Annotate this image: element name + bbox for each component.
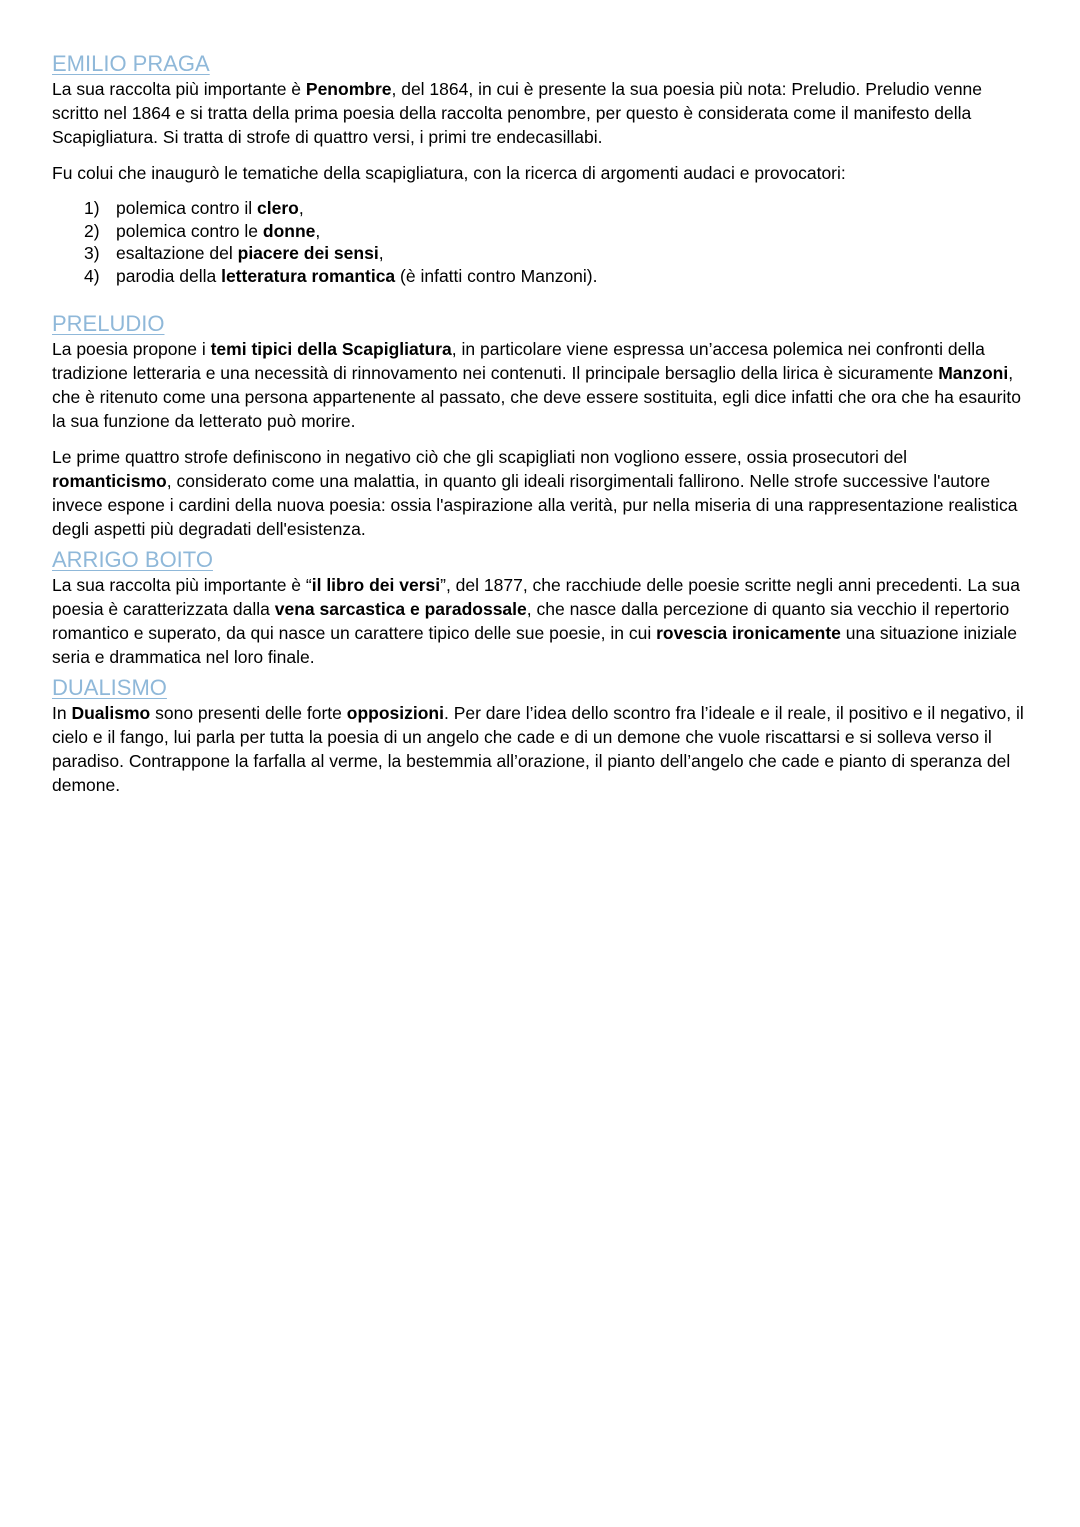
text-run: (è infatti contro Manzoni). <box>395 265 598 286</box>
bold-text: Penombre <box>305 79 392 99</box>
bold-text: temi tipici della Scapigliatura <box>210 339 452 359</box>
text-run: La poesia propone i <box>52 339 211 359</box>
bold-text: Manzoni <box>938 363 1009 383</box>
section-heading-preludio: PRELUDIO <box>52 311 165 336</box>
bold-text: romanticismo <box>52 471 167 491</box>
list-number: 2) <box>84 220 100 241</box>
text-run: parodia della <box>116 265 222 286</box>
list-item <box>84 242 1028 265</box>
themes-list <box>52 197 1028 287</box>
list-item <box>84 265 1028 288</box>
text-run: , che nasce dalla percezione di quanto sia vecchio il repertorio romantico e superato, da qui nasce un carattere tipico delle sue poesie, in cui <box>52 599 1010 643</box>
text-run: una situazione iniziale seria e drammatica nel loro finale. <box>52 623 1018 667</box>
list-number: 3) <box>84 243 100 263</box>
text-run: polemica contro il <box>116 198 258 218</box>
paragraph <box>52 77 1027 149</box>
bold-text: Dualismo <box>71 703 151 723</box>
text-run: esaltazione del <box>116 243 238 263</box>
paragraph <box>52 701 1027 797</box>
text-run: La sua raccolta più importante è “ <box>52 575 312 595</box>
text-run: , <box>298 198 304 218</box>
bold-text: clero <box>257 198 299 218</box>
text-run: , considerato come una malattia, in quanto gli ideali risorgimentali fallirono. Nelle strofe successive l'autore invece espone i cardini della nuova poesia: ossia l'aspirazione alla verità, pur nella miseria di una rappresentazione realistica degli aspetti più degradati dell'esistenza. <box>52 471 1018 539</box>
paragraph <box>52 445 1027 541</box>
section-heading-dualismo: DUALISMO <box>52 675 167 700</box>
text-run: Le prime quattro strofe definiscono in negativo ciò che gli scapigliati non vogliono essere, ossia prosecutori del <box>52 447 908 467</box>
bold-text: opposizioni <box>346 703 444 723</box>
bold-text: vena sarcastica e paradossale <box>274 599 527 619</box>
list-number: 1) <box>84 198 100 218</box>
bold-text: letteratura romantica <box>221 265 396 286</box>
bold-text: piacere dei sensi <box>237 243 379 263</box>
text-run: sono presenti delle forte <box>150 703 347 723</box>
text-run: La sua raccolta più importante è <box>52 79 306 99</box>
text-run: . Per dare l’idea dello scontro fra l’ideale e il reale, il positivo e il negativo, il cielo e il fango, lui parla per tutta la poesia di un angelo che cade e di un demone che vuole riscattarsi e si solleva verso il paradiso. Contrappone la farfalla al verme, la bestemmia all’orazione, il pianto dell’angelo che cade e pianto di speranza del demone. <box>52 703 1024 795</box>
text-run: , in particolare viene espressa un’accesa polemica nei confronti della tradizione letteraria e una necessità di rinnovamento nei contenuti. Il principale bersaglio della lirica è sicuramente <box>52 339 985 383</box>
paragraph <box>52 161 1027 185</box>
bold-text: il libro dei versi <box>311 575 441 595</box>
paragraph <box>52 337 1027 433</box>
text-run: ”, del 1877, che racchiude delle poesie scritte negli anni precedenti. La sua poesia è caratterizzata dalla <box>52 575 1020 619</box>
text-run: , che è ritenuto come una persona appartenente al passato, che deve essere sostituita, egli dice infatti che ora che ha esaurito la sua funzione da letterato può morire. <box>52 363 1021 431</box>
text-run: In <box>52 703 72 723</box>
section-heading-emilio-praga: EMILIO PRAGA <box>52 51 210 76</box>
list-item <box>84 220 1028 243</box>
list-item <box>84 197 1028 220</box>
text-run: polemica contro le <box>116 220 263 241</box>
text-run: , <box>315 220 321 241</box>
paragraph <box>52 573 1027 669</box>
bold-text: rovescia ironicamente <box>656 623 841 643</box>
bold-text: donne <box>262 220 316 241</box>
section-heading-arrigo-boito: ARRIGO BOITO <box>52 547 213 572</box>
list-number: 4) <box>84 265 100 286</box>
text-run: , del 1864, in cui è presente la sua poesia più nota: Preludio. Preludio venne scritto nel 1864 e si tratta della prima poesia della raccolta penombre, per questo è considerata come il manifesto della Scapigliatura. Si tratta di strofe di quattro versi, i primi tre endecasillabi. <box>52 79 983 147</box>
text-run: , <box>378 243 384 263</box>
text-run: Fu colui che inaugurò le tematiche della scapigliatura, con la ricerca di argomenti audaci e provocatori: <box>52 163 846 183</box>
